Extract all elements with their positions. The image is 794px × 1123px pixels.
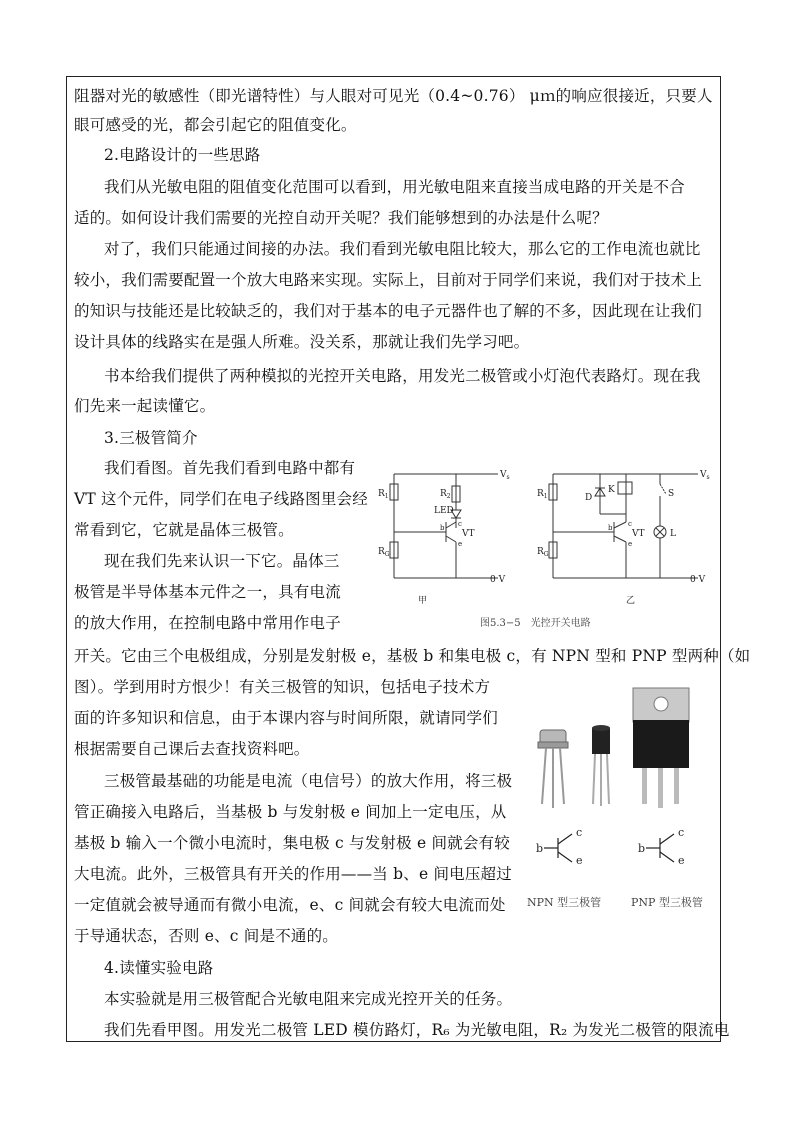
rg-label: $R_G$ — [378, 547, 390, 558]
text-line: 的放大作用，在控制电路中常用作电子 — [74, 614, 341, 632]
led-label: LED — [434, 506, 454, 516]
section-heading: 3.三极管简介 — [104, 429, 198, 447]
vs-label-right: $V_s$ — [700, 470, 710, 481]
relay-label: K — [608, 485, 615, 495]
text-line: 常看到它，它就是晶体三极管。 — [74, 521, 294, 539]
text-line: 图）。学到用时方恨少！有关三极管的知识，包括电子技术方 — [74, 678, 491, 696]
text-line: 适的。如何设计我们需要的光控自动开关呢？我们能够想到的办法是什么呢？ — [74, 209, 608, 227]
text-line: 我们看图。首先我们看到电路中都有 — [104, 459, 356, 477]
text-line: 一定值就会被导通而有微小电流，e、c 间就会有较大电流而处 — [74, 896, 506, 914]
text-line: 我们从光敏电阻的阻值变化范围可以看到，用光敏电阻来直接当成电路的开关是不合 — [104, 178, 685, 196]
section-heading: 2.电路设计的一些思路 — [104, 146, 261, 164]
text-line: 面的许多知识和信息，由于本课内容与时间所限，就请同学们 — [74, 709, 498, 727]
rg-label-right: $R_G$ — [537, 547, 549, 558]
base-label: b — [440, 524, 445, 532]
text-line: 眼可感受的光，都会引起它的阻值变化。 — [74, 116, 357, 134]
collector-label: c — [458, 520, 462, 528]
text-line: 三极管最基础的功能是电流（电信号）的放大作用，将三极 — [104, 772, 513, 790]
switch-label: S — [668, 489, 675, 499]
text-line: VT 这个元件，同学们在电子线路图里会经 — [74, 490, 368, 508]
section-heading: 4.读懂实验电路 — [104, 959, 214, 977]
r2-label: $R_2$ — [440, 489, 451, 500]
text-line: 的知识与技能还是比较缺乏的，我们对于基本的电子元器件也了解的不多，因此现在让我们 — [74, 302, 703, 320]
metal-can-transistor-photo — [538, 730, 568, 808]
text-line: 开关。它由三个电极组成，分别是发射极 e，基极 b 和集电极 c，有 NPN 型和 PNP 型两种（如 — [74, 647, 751, 665]
transistor-photo-figure — [528, 684, 718, 864]
npn-emitter-label: e — [576, 854, 583, 864]
text-line: 于导通状态，否则 e、c 间是不通的。 — [74, 927, 339, 945]
text-line: 设计具体的线路实在是强人所难。没关系，那就让我们先学习吧。 — [74, 333, 530, 351]
r1-label-right: $R_1$ — [537, 489, 548, 500]
lamp-label: L — [670, 529, 676, 539]
text-line: 较小，我们需要配置一个放大电路来实现。实际上，目前对于同学们来说，我们对于技术上 — [74, 271, 703, 289]
npn-base-label: b — [536, 842, 544, 855]
text-line: 管正确接入电路后，当基极 b 与发射极 e 间加上一定电压，从 — [74, 803, 507, 821]
npn-collector-label: c — [576, 826, 583, 839]
text-line: 基极 b 输入一个微小电流时，集电极 c 与发射极 e 间就会有较 — [74, 834, 510, 852]
text-line: 我们先看甲图。用发光二极管 LED 模仿路灯，R₆ 为光敏电阻，R₂ 为发光二极管的限流电 — [104, 1021, 730, 1039]
figure-label-left: 甲 — [418, 596, 428, 606]
text-line: 对了，我们只能通过间接的办法。我们看到光敏电阻比较大，那么它的工作电流也就比 — [104, 240, 701, 258]
zero-volt-label: 0 V — [490, 575, 506, 585]
base-label-right: b — [608, 524, 613, 532]
text-line: 阻器对光的敏感性（即光谱特性）与人眼对可见光（0.4~0.76） μｍ的响应很接近，只要人 — [74, 87, 713, 105]
vs-label: $V_s$ — [500, 470, 510, 481]
vt-label: VT — [462, 529, 475, 539]
circuit-figure-caption: 图5.3−5 光控开关电路 — [480, 618, 591, 629]
npn-caption: NPN 型三极管 — [527, 896, 602, 909]
pnp-caption: PNP 型三极管 — [631, 896, 703, 909]
collector-label-right: c — [628, 520, 632, 528]
vt-label-right: VT — [632, 529, 645, 539]
text-line: 本实验就是用三极管配合光敏电阻来完成光控开关的任务。 — [104, 990, 513, 1008]
r1-label: $R_1$ — [378, 489, 389, 500]
text-line: 们先来一起读懂它。 — [74, 397, 216, 415]
zero-volt-label-right: 0 V — [690, 575, 706, 585]
figure-label-right: 乙 — [626, 596, 636, 606]
emitter-label-right: e — [628, 540, 633, 548]
plastic-to92-transistor-photo — [592, 725, 610, 806]
diode-label: D — [585, 493, 593, 503]
text-line: 根据需要自己课后去查找资料吧。 — [74, 740, 310, 758]
text-line: 现在我们先来认识一下它。晶体三 — [104, 552, 340, 570]
power-to220-transistor-photo — [633, 688, 689, 808]
pnp-collector-label: c — [678, 826, 685, 839]
light-control-circuit-figure — [368, 462, 716, 630]
emitter-label: e — [458, 540, 463, 548]
text-line: 大电流。此外，三极管具有开关的作用——当 b、e 间电压超过 — [74, 865, 512, 883]
pnp-base-label: b — [638, 842, 646, 855]
pnp-emitter-label: e — [678, 854, 685, 864]
text-line: 极管是半导体基本元件之一，具有电流 — [74, 583, 341, 601]
text-line: 书本给我们提供了两种模拟的光控开关电路，用发光二极管或小灯泡代表路灯。现在我 — [104, 367, 701, 385]
